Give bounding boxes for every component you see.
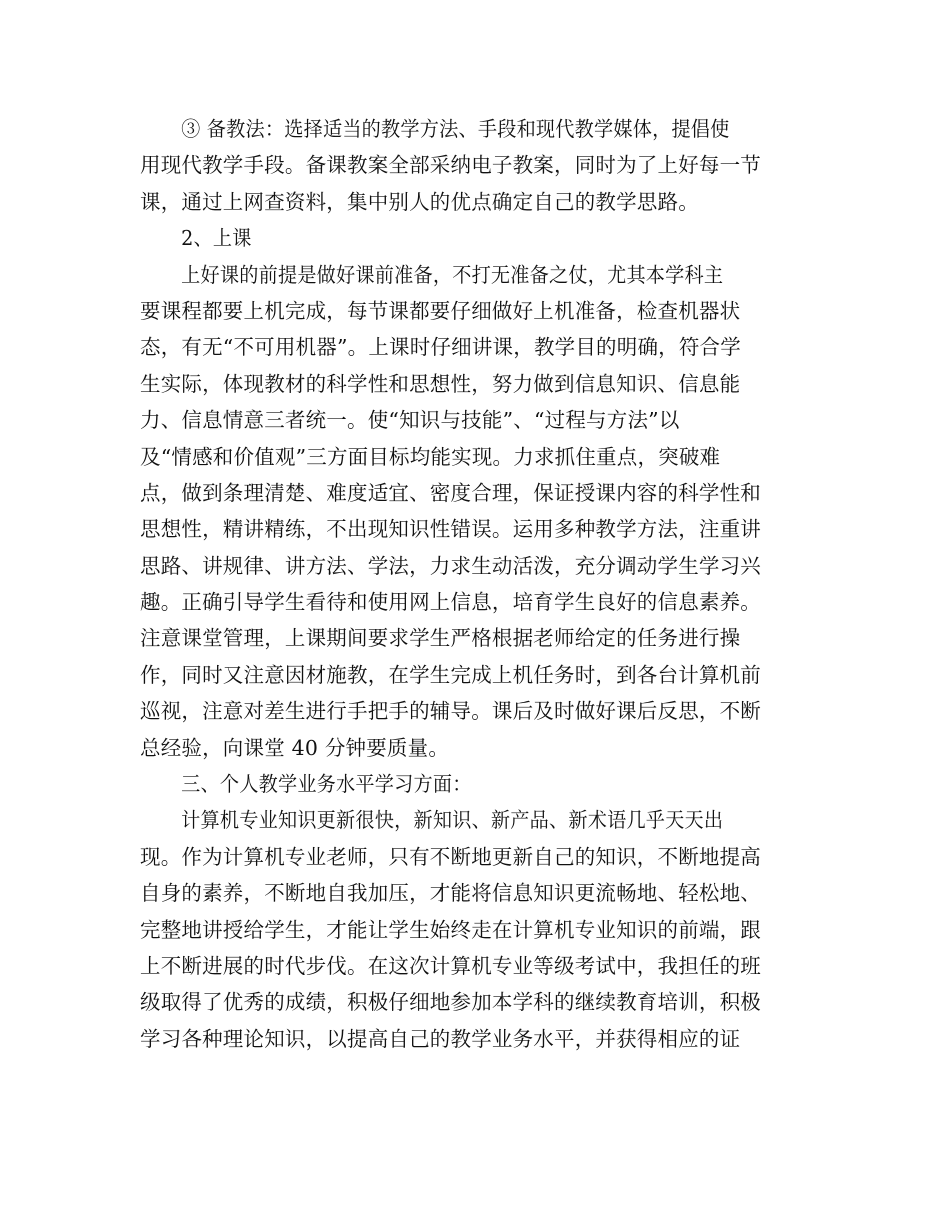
text-line: 上不断进展的时代步伐。在这次计算机专业等级考试中，我担任的班: [140, 953, 761, 978]
text-line: 级取得了优秀的成绩，积极仔细地参加本学科的继续教育培训，积极: [140, 990, 761, 1015]
text-line: 学习各种理论知识，以提高自己的教学业务水平，并获得相应的证: [140, 1026, 741, 1051]
text-line: 思想性，精讲精练，不出现知识性错误。运用多种教学方法，注重讲: [140, 517, 761, 542]
text-line: 巡视，注意对差生进行手把手的辅导。课后及时做好课后反思，不断: [140, 699, 761, 724]
text-line: 作，同时又注意因材施教，在学生完成上机任务时，到各台计算机前: [140, 662, 761, 687]
text-line: 总经验，向课堂 40 分钟要质量。: [140, 735, 450, 760]
text-line: 上好课的前提是做好课前准备，不打无准备之仗，尤其本学科主: [181, 262, 724, 287]
document-body: [140, 111, 820, 1057]
text-line: 用现代教学手段。备课教案全部采纳电子教案，同时为了上好每一节: [140, 153, 761, 178]
text-line: 三、个人教学业务水平学习方面：: [181, 772, 472, 797]
text-line: 计算机专业知识更新很快，新知识、新产品、新术语几乎天天出: [181, 808, 724, 833]
text-line: ③ 备教法：选择适当的教学方法、手段和现代教学媒体，提倡使: [181, 117, 730, 141]
text-line: 及“情感和价值观”三方面目标均能实现。力求抓住重点，突破难: [140, 444, 721, 469]
text-line: 点，做到条理清楚、难度适宜、密度合理，保证授课内容的科学性和: [140, 480, 761, 505]
text-line: 完整地讲授给学生，才能让学生始终走在计算机专业知识的前端，跟: [140, 917, 761, 942]
text-line: 思路、讲规律、讲方法、学法，力求生动活泼，充分调动学生学习兴: [140, 553, 761, 578]
text-line: 课，通过上网查资料，集中别人的优点确定自己的教学思路。: [140, 189, 699, 214]
text-line: 力、信息情意三者统一。使“知识与技能”、“过程与方法”以: [140, 408, 680, 433]
text-line: 自身的素养，不断地自我加压，才能将信息知识更流畅地、轻松地、: [140, 881, 761, 906]
text-line: 现。作为计算机专业老师，只有不断地更新自己的知识，不断地提高: [140, 844, 761, 869]
text-line: 趣。正确引导学生看待和使用网上信息，培育学生良好的信息素养。: [140, 590, 761, 615]
text-line: 生实际，体现教材的科学性和思想性，努力做到信息知识、信息能: [140, 371, 741, 396]
text-line: 态，有无“不可用机器”。上课时仔细讲课，教学目的明确，符合学: [140, 335, 741, 360]
text-line: 2、上课: [181, 226, 252, 251]
text-line: 注意课堂管理，上课期间要求学生严格根据老师给定的任务进行操: [140, 626, 741, 651]
text-line: 要课程都要上机完成，每节课都要仔细做好上机准备，检查机器状: [140, 298, 741, 323]
